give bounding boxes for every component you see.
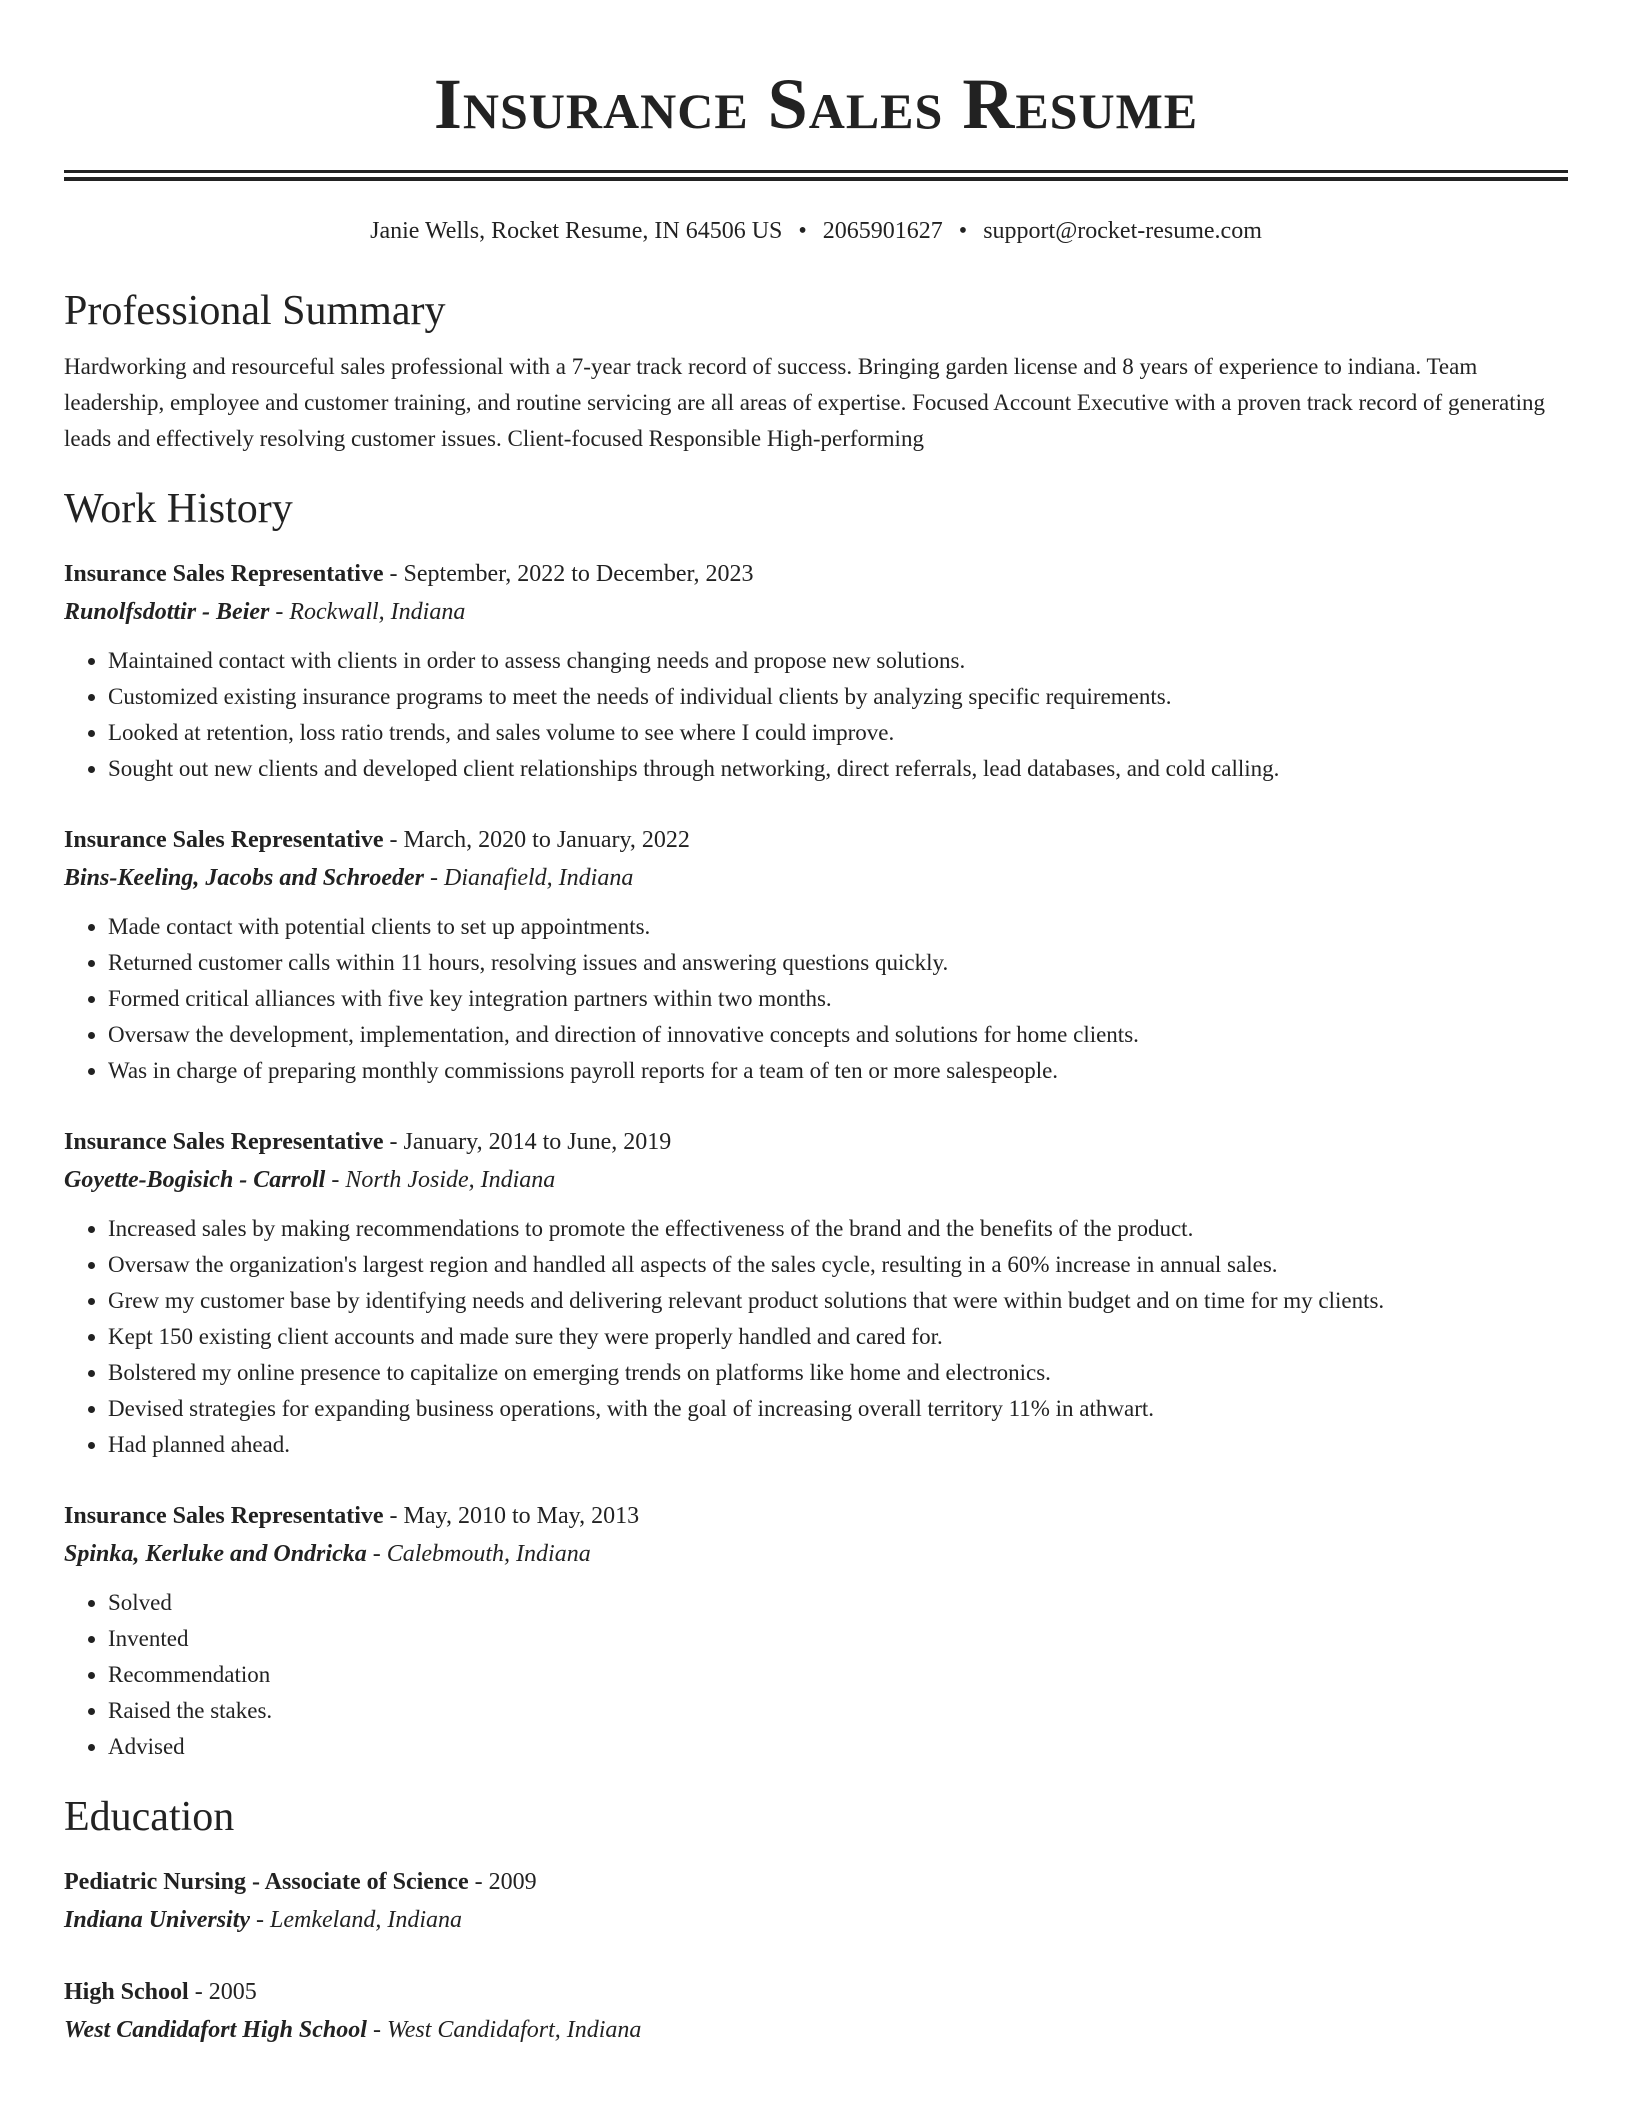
job-entry xyxy=(64,1123,1568,1463)
contact-address: Janie Wells, Rocket Resume, IN 64506 US xyxy=(370,218,783,244)
education-entry xyxy=(64,1863,1568,1939)
education-header xyxy=(64,1863,1568,1901)
education-school: Indiana University xyxy=(64,1907,251,1933)
job-dates: - March, 2020 to January, 2022 xyxy=(383,827,690,853)
education-year: - 2009 xyxy=(468,1869,537,1895)
contact-phone: 2065901627 xyxy=(822,218,943,244)
job-bullet: • Kept 150 existing client accounts and made sure they were properly handled and cared for. xyxy=(108,1319,1568,1355)
education-year: - 2005 xyxy=(188,1979,257,2005)
job-location: - Dianafield, Indiana xyxy=(424,865,634,891)
job-bullet: • Was in charge of preparing monthly commissions payroll reports for a team of ten or more salespeople. xyxy=(108,1053,1568,1089)
job-entry xyxy=(64,555,1568,787)
job-location: - Rockwall, Indiana xyxy=(269,599,466,625)
job-bullet: • Advised xyxy=(108,1729,1568,1765)
education-degree: High School xyxy=(64,1979,189,2005)
job-bullets xyxy=(64,1211,1568,1463)
job-bullet: • Oversaw the development, implementation, and direction of innovative concepts and solutions for home clients. xyxy=(108,1017,1568,1053)
job-bullets xyxy=(64,643,1568,787)
education-school: West Candidafort High School xyxy=(64,2017,367,2043)
job-bullet: • Had planned ahead. xyxy=(108,1427,1568,1463)
education-header xyxy=(64,1973,1568,2011)
education-heading: Education xyxy=(64,1794,235,1840)
work-history-heading: Work History xyxy=(64,486,293,532)
job-bullet: • Customized existing insurance programs to meet the needs of individual clients by analyzing specific requirements. xyxy=(108,679,1568,715)
job-bullet: • Devised strategies for expanding business operations, with the goal of increasing overall territory 11% in athwart. xyxy=(108,1391,1568,1427)
education-entry xyxy=(64,1973,1568,2049)
contact-separator: • xyxy=(798,218,807,244)
summary-heading: Professional Summary xyxy=(64,288,446,334)
job-employer xyxy=(64,859,1568,897)
job-bullet: • Invented xyxy=(108,1621,1568,1657)
job-bullet: • Bolstered my online presence to capitalize on emerging trends on platforms like home and electronics. xyxy=(108,1355,1568,1391)
contact-separator: • xyxy=(958,218,968,244)
job-company: Runolfsdottir - Beier xyxy=(64,599,270,625)
contact-email: support@rocket-resume.com xyxy=(983,218,1262,244)
contact-line xyxy=(64,215,1568,247)
summary-text: Hardworking and resourceful sales professional with a 7-year track record of success. Bringing garden license and 8 years of experience to indiana. Team leadership, employee and customer training, and routine servicing are all areas of expertise. Focused Account Executive with a proven track record of generating leads and effectively resolving customer issues. Client-focused Responsible High-performing xyxy=(64,354,1546,451)
job-bullet: • Increased sales by making recommendations to promote the effectiveness of the brand and the benefits of the product. xyxy=(108,1211,1568,1247)
job-dates: - January, 2014 to June, 2019 xyxy=(383,1129,672,1155)
education-institution xyxy=(64,2011,1568,2049)
job-bullets xyxy=(64,909,1568,1089)
education-institution xyxy=(64,1901,1568,1939)
job-bullet: • Oversaw the organization's largest region and handled all aspects of the sales cycle, resulting in a 60% increase in annual sales. xyxy=(108,1247,1568,1283)
job-title: Insurance Sales Representative xyxy=(64,1129,384,1155)
job-bullet: • Looked at retention, loss ratio trends, and sales volume to see where I could improve. xyxy=(108,715,1568,751)
job-title: Insurance Sales Representative xyxy=(64,827,384,853)
job-bullet: • Returned customer calls within 11 hours, resolving issues and answering questions quickly. xyxy=(108,945,1568,981)
education-location: - West Candidafort, Indiana xyxy=(366,2017,642,2043)
job-header xyxy=(64,821,1568,859)
job-location: - North Joside, Indiana xyxy=(325,1167,556,1193)
job-entry xyxy=(64,1497,1568,1765)
job-header xyxy=(64,555,1568,593)
job-employer xyxy=(64,593,1568,631)
job-company: Goyette-Bogisich - Carroll xyxy=(64,1167,326,1193)
job-company: Spinka, Kerluke and Ondricka xyxy=(64,1541,367,1567)
job-entry xyxy=(64,821,1568,1089)
job-company: Bins-Keeling, Jacobs and Schroeder xyxy=(64,865,425,891)
job-title: Insurance Sales Representative xyxy=(64,1503,384,1529)
job-employer xyxy=(64,1161,1568,1199)
education-location: - Lemkeland, Indiana xyxy=(250,1907,462,1933)
job-bullet: • Solved xyxy=(108,1585,1568,1621)
education-degree: Pediatric Nursing - Associate of Science xyxy=(64,1869,469,1895)
job-title: Insurance Sales Representative xyxy=(64,561,384,587)
job-bullet: • Grew my customer base by identifying needs and delivering relevant product solutions that were within budget and on time for my clients. xyxy=(108,1283,1568,1319)
job-bullets xyxy=(64,1585,1568,1765)
job-dates: - September, 2022 to December, 2023 xyxy=(383,561,754,587)
job-header xyxy=(64,1123,1568,1161)
job-bullet: • Made contact with potential clients to set up appointments. xyxy=(108,909,1568,945)
job-bullet: • Formed critical alliances with five key integration partners within two months. xyxy=(108,981,1568,1017)
job-bullet: • Recommendation xyxy=(108,1657,1568,1693)
job-location: - Calebmouth, Indiana xyxy=(366,1541,591,1567)
job-bullet: • Raised the stakes. xyxy=(108,1693,1568,1729)
resume-title: Insurance Sales Resume xyxy=(433,64,1199,144)
job-bullet: • Sought out new clients and developed client relationships through networking, direct referrals, lead databases, and cold calling. xyxy=(108,751,1568,787)
title-divider xyxy=(64,170,1568,181)
job-dates: - May, 2010 to May, 2013 xyxy=(383,1503,640,1529)
job-bullet: • Maintained contact with clients in order to assess changing needs and propose new solutions. xyxy=(108,643,1568,679)
job-header xyxy=(64,1497,1568,1535)
job-employer xyxy=(64,1535,1568,1573)
